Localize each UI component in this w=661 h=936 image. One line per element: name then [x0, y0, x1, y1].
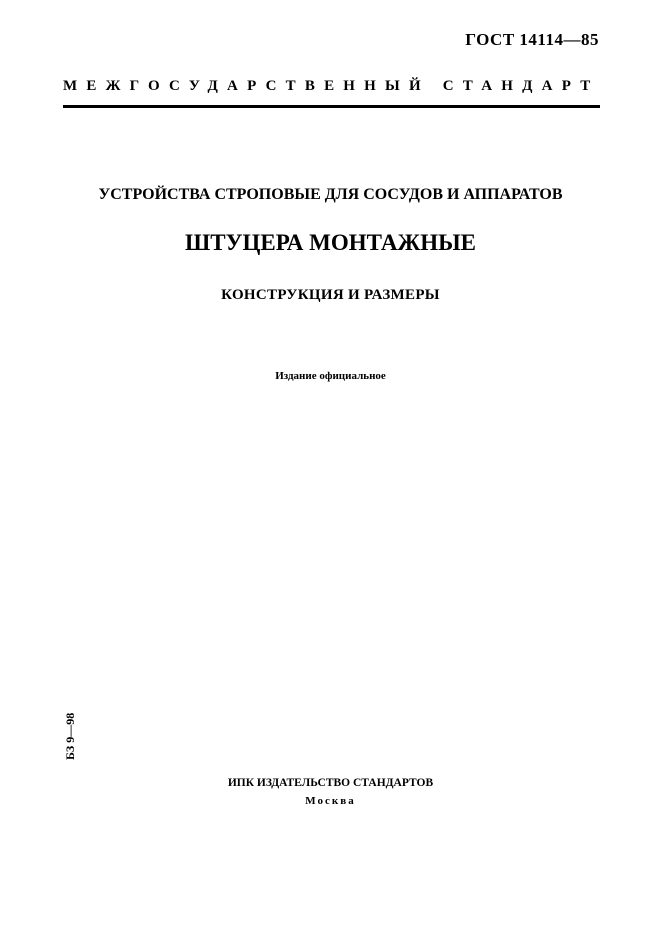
- publisher-city: Москва: [305, 795, 356, 807]
- side-code: БЗ 9—98: [63, 712, 77, 760]
- main-title: УСТРОЙСТВА СТРОПОВЫЕ ДЛЯ СОСУДОВ И АППАРАТОВ: [98, 186, 563, 203]
- sub-subtitle: КОНСТРУКЦИЯ И РАЗМЕРЫ: [221, 287, 440, 303]
- document-code: ГОСТ 14114—85: [465, 30, 599, 49]
- subtitle: ШТУЦЕРА МОНТАЖНЫЕ: [184, 230, 477, 255]
- header-divider: [63, 105, 600, 108]
- edition-note: Издание официальное: [275, 370, 386, 382]
- publisher-name: ИПК ИЗДАТЕЛЬСТВО СТАНДАРТОВ: [227, 777, 434, 789]
- standard-type-heading: МЕЖГОСУДАРСТВЕННЫЙ СТАНДАРТ: [63, 78, 600, 94]
